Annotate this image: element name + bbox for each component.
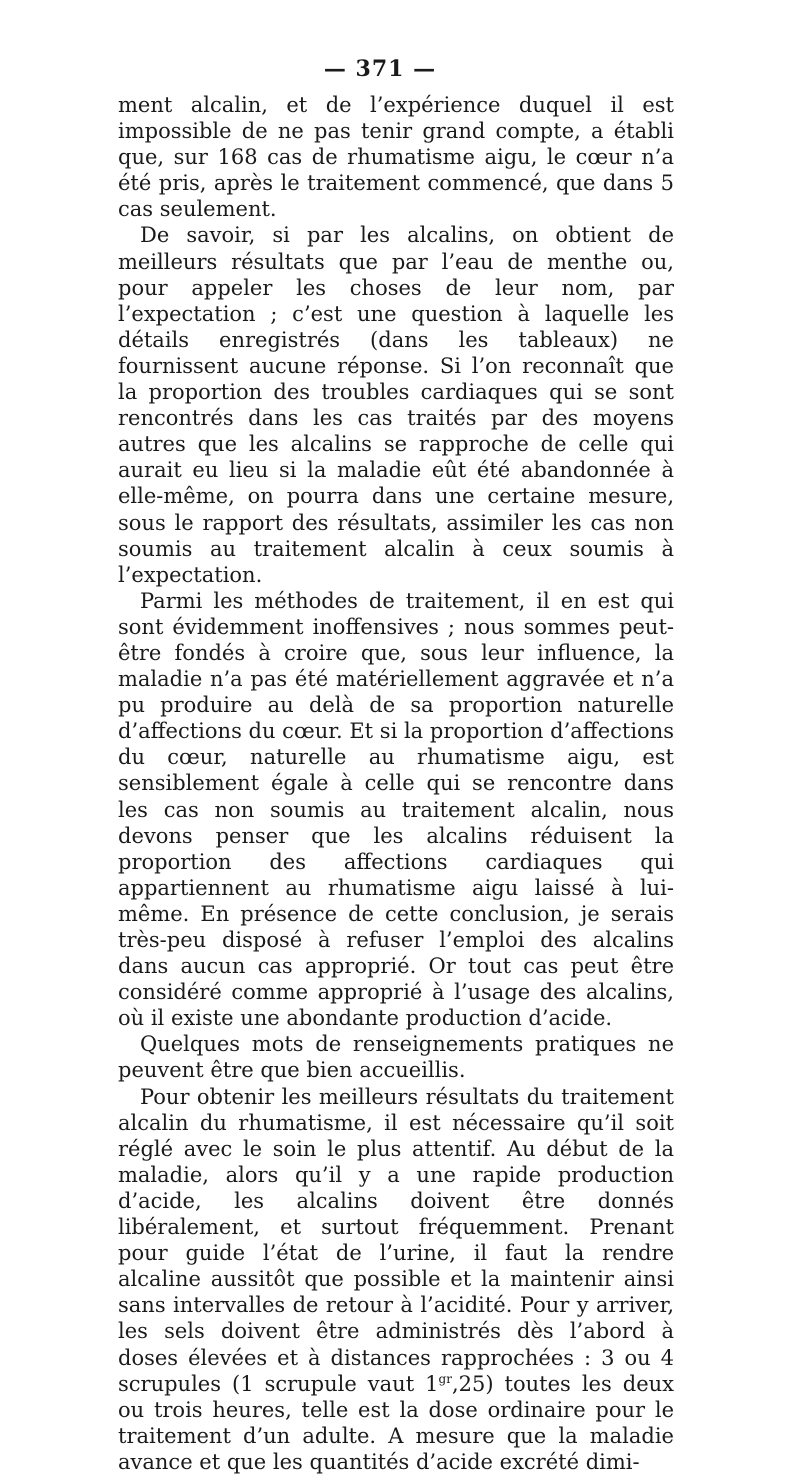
body-text xyxy=(118,92,674,1475)
paragraph-methodes: Parmi les méthodes de traitement, il en est qui sont évidemment inoffensives ; nous sommes peut-être fondés à croire que, sous leur influence, la maladie n’a pas été matériellement aggravée et n’a pu produire au delà de sa proportion naturelle d’affections du cœur. Et si la proportion d’affections du cœur, naturelle au rhumatisme aigu, est sensiblement égale à celle qui se rencontre dans les cas non soumis au traitement alcalin, nous devons penser que les alcalins réduisent la proportion des affections cardiaques qui appartiennent au rhumatisme aigu laissé à lui-même. En présence de cette conclusion, je serais très-peu disposé à refuser l’emploi des alcalins dans aucun cas approprié. Or tout cas peut être considéré comme approprié à l’usage des alcalins, où il existe une abondante production d’acide. xyxy=(118,588,674,1031)
paragraph-renseignements: Quelques mots de renseignements pratiques ne peuvent être que bien accueillis. xyxy=(118,1032,674,1083)
paragraph-alcalins-question: De savoir, si par les alcalins, on obtient de meilleurs résultats que par l’eau de menthe ou, pour appeler les choses de leur nom, par l’expectation ; c’est une question à laquelle les détails enregistrés (dans les tableaux) ne fournissent aucune réponse. Si l’on reconnaît que la proportion des troubles cardiaques qui se sont rencontrés dans les cas traités par des moyens autres que les alcalins se rapproche de celle qui aurait eu lieu si la maladie eût été abandonnée à elle-même, on pourra dans une certaine mesure, sous le rapport des résultats, assimiler les cas non soumis au traitement alcalin à ceux soumis à l’expectation. xyxy=(118,223,674,587)
paragraph-traitement-alcalin: Pour obtenir les meilleurs résultats du traitement alcalin du rhumatisme, il est nécessaire qu’il soit réglé avec le soin le plus attentif. Au début de la maladie, alors qu’il y a une rapide production d’acide, les alcalins doivent être donnés libéralement, et surtout fréquemment. Prenant pour guide l’état de l’urine, il faut la rendre alcaline aussitôt que possible et la maintenir ainsi sans intervalles de retour à l’acidité. Pour y arriver, les sels doivent être administrés dès l’abord à doses élevées et à distances rapprochées : 3 ou 4 scrupules (1 scrupule vaut $1^{gr},25$) toutes les deux ou trois heures, telle est la dose ordinaire pour le traitement d’un adulte. A mesure que la maladie avance et que les quantités d’acide excrété dimi- xyxy=(118,1084,674,1474)
gram-superscript: gr xyxy=(438,1371,452,1386)
paragraph-continuation: ment alcalin, et de l’expérience duquel il est impossible de ne pas tenir grand compte, a établi que, sur 168 cas de rhumatisme aigu, le cœur n’a été pris, après le traitement commencé, que dans 5 cas seulement. xyxy=(118,93,674,222)
page-number: — 371 — xyxy=(323,56,437,82)
